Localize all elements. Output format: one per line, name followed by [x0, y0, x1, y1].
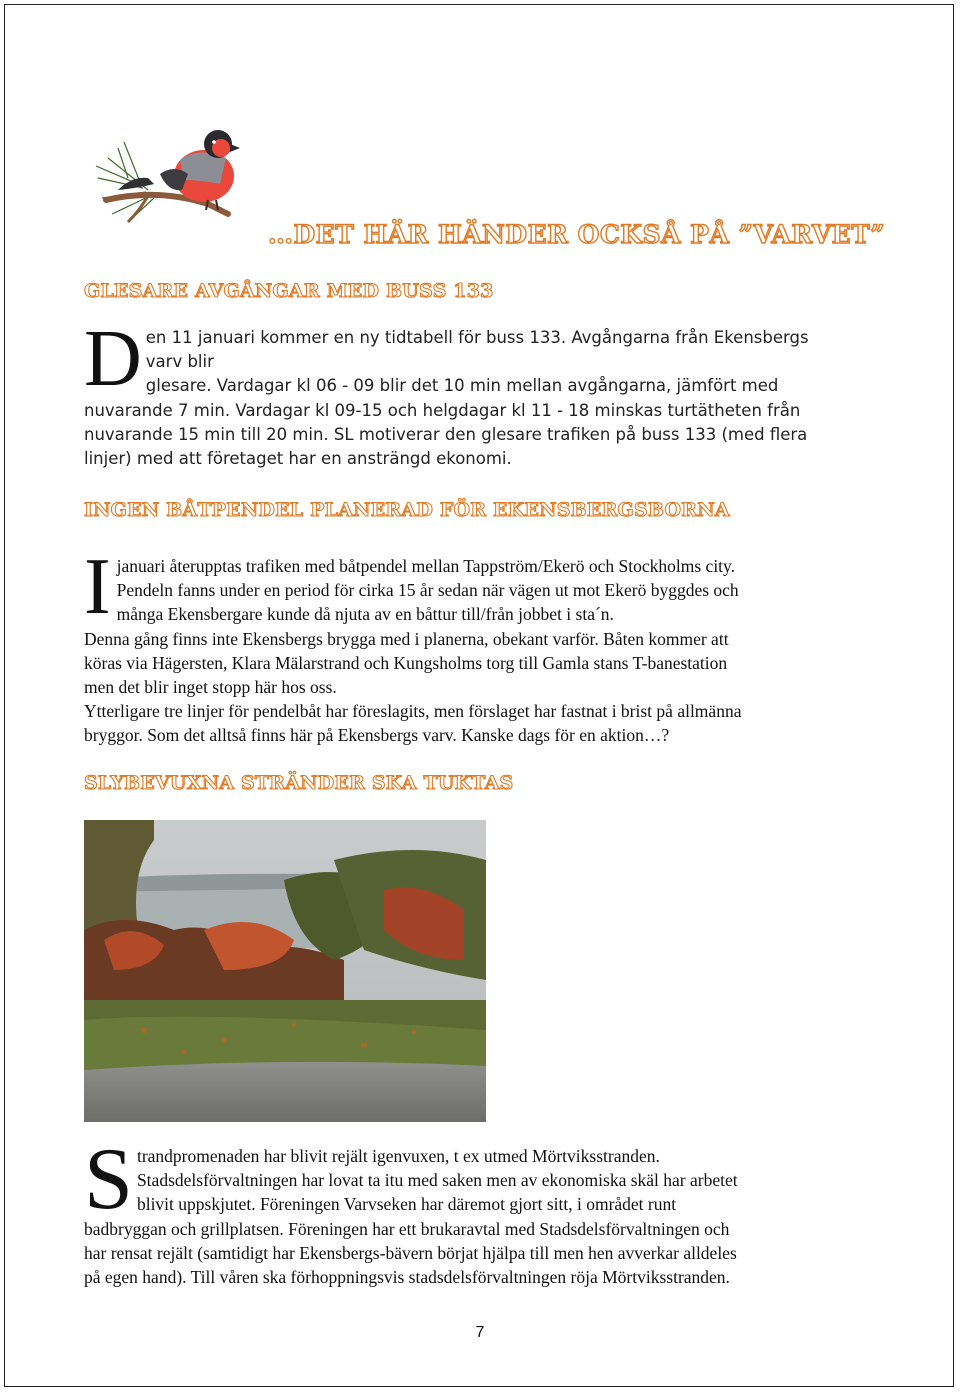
text-line: Denna gång finns inte Ekensbergs brygga med i planerna, obekant varför. Båten kommer att [84, 628, 729, 649]
article-body-shore [84, 1131, 874, 1289]
text-line: många Ekensbergare kunde då njuta av en båttur till/från jobbet i sta´n. [116, 604, 614, 625]
text-line: men det blir inget stopp här hos oss. [84, 677, 337, 698]
text-line: badbryggan och grillplatsen. Föreningen har ett brukaravtal med Stadsdelsförvaltningen och [84, 1218, 730, 1239]
drop-cap: I [84, 543, 111, 631]
bullfinch-illustration [88, 118, 258, 238]
drop-cap: S [84, 1131, 133, 1228]
article-body-boat [84, 543, 874, 748]
text-line: trandpromenaden har blivit rejält igenvuxen, t ex utmed Mörtviksstranden. [136, 1146, 660, 1166]
text-line: nuvarande 15 min till 20 min. SL motiverar den glesare trafiken på buss 133 (med flera [84, 424, 808, 444]
text-line: glesare. Vardagar kl 06 - 09 blir det 10 min mellan avgångarna, jämfört med [145, 376, 779, 396]
drop-cap: D [84, 315, 142, 403]
section-banner: …DET HÄR HÄNDER OCKSÅ PÅ ”VARVET” [268, 220, 886, 249]
text-line: Pendeln fanns under en period för cirka 15 år sedan när vägen ut mot Ekerö byggdes och [116, 580, 739, 601]
text-line: Ytterligare tre linjer för pendelbåt har föreslagits, men förslaget har fastnat i brist på allmänna [84, 701, 742, 722]
text-line: nuvarande 7 min. Vardagar kl 09-15 och helgdagar kl 11 - 18 minskas turtätheten från [84, 400, 801, 420]
text-line: köras via Hägersten, Klara Mälarstrand och Kungsholms torg till Gamla stans T-banestation [84, 652, 728, 673]
page-number: 7 [475, 1324, 485, 1341]
article-heading-boat: INGEN BÅTPENDEL PLANERAD FÖR EKENSBERGSBORNA [84, 499, 730, 521]
text-line: har rensat rejält (samtidigt har Ekensbergs-bävern börjat hjälpa till men hen avverkar alldeles [84, 1242, 737, 1263]
text-line: en 11 januari kommer en ny tidtabell för buss 133. Avgångarna från Ekensbergs [145, 328, 809, 347]
text-line: Stadsdelsförvaltningen har lovat ta itu med saken men av ekonomiska skäl har arbetet [136, 1170, 738, 1191]
text-line: linjer) med att företaget har en ansträngd ekonomi. [84, 449, 512, 469]
shoreline-photo [84, 820, 486, 1122]
text-line: bryggor. Som det alltså finns här på Ekensbergs varv. Kanske dags för en aktion…? [84, 725, 670, 746]
text-line: blivit uppskjutet. Föreningen Varvseken har däremot gjort sitt, i området runt [136, 1194, 677, 1215]
text-line: januari återupptas trafiken med båtpendel mellan Tappström/Ekerö och Stockholms city. [116, 556, 736, 576]
article-heading-bus: GLESARE AVGÅNGAR MED BUSS 133 [84, 280, 494, 302]
text-line: på egen hand). Till våren ska förhoppningsvis stadsdelsförvaltningen röja Mörtviksstranden. [84, 1267, 730, 1288]
article-body-bus [84, 315, 874, 471]
article-heading-shore: SLYBEVUXNA STRÄNDER SKA TUKTAS [84, 772, 514, 794]
text-line: varv blir [145, 352, 214, 372]
